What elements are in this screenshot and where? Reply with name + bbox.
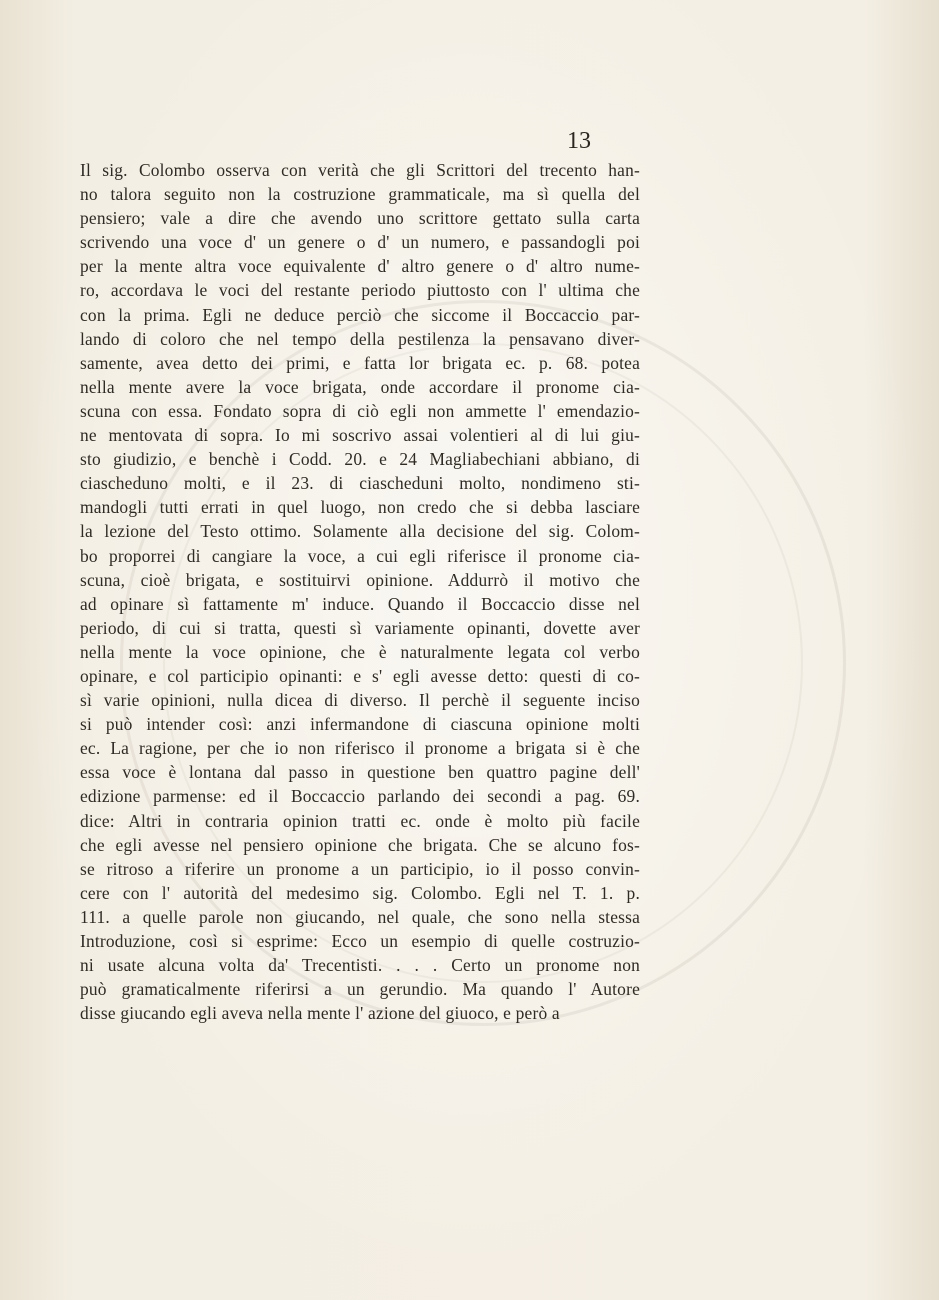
text-line: dice: Altri in contraria opinion tratti ec. onde è molto più facile (80, 810, 640, 831)
text-line: nella mente la voce opinione, che è naturalmente legata col verbo (80, 641, 640, 662)
text-line: si può intender così: anzi infermandone di ciascuna opinione molti (80, 714, 640, 735)
text-line: 111. a quelle parole non giucando, nel quale, che sono nella stessa (80, 906, 640, 927)
text-line: lando di coloro che nel tempo della pestilenza la pensavano diver- (80, 328, 640, 349)
text-line: scuna, cioè brigata, e sostituirvi opinione. Addurrò il motivo che (80, 569, 640, 590)
text-line: che egli avesse nel pensiero opinione che brigata. Che se alcuno fos- (80, 834, 640, 855)
text-line: con la prima. Egli ne deduce perciò che siccome il Boccaccio par- (80, 304, 640, 325)
text-line: ne mentovata di sopra. Io mi soscrivo assai volentieri al di lui giu- (80, 425, 640, 446)
text-line: può gramaticalmente riferirsi a un gerundio. Ma quando l' Autore (80, 979, 640, 1000)
text-line: disse giucando egli aveva nella mente l' azione del giuoco, e però a (80, 1003, 560, 1024)
text-line: Il sig. Colombo osserva con verità che gli Scrittori del trecento han- (80, 160, 640, 180)
text-line: edizione parmense: ed il Boccaccio parlando dei secondi a pag. 69. (80, 786, 640, 807)
text-line: scrivendo una voce d' un genere o d' un numero, e passandogli poi (80, 232, 640, 253)
text-line: samente, avea detto dei primi, e fatta lor brigata ec. p. 68. potea (80, 352, 640, 373)
body-text (80, 158, 640, 1025)
text-line: la lezione del Testo ottimo. Solamente alla decisione del sig. Colom- (80, 521, 640, 542)
text-line: mandogli tutti errati in quel luogo, non credo che si debba lasciare (80, 497, 640, 518)
text-line: cere con l' autorità del medesimo sig. Colombo. Egli nel T. 1. p. (80, 882, 640, 903)
page-number: 13 (567, 128, 591, 154)
text-line: bo proporrei di cangiare la voce, a cui egli riferisce il pronome cia- (80, 545, 640, 566)
text-line: nella mente avere la voce brigata, onde accordare il pronome cia- (80, 376, 640, 397)
text-line: opinare, e col participio opinanti: e s' egli avesse detto: questi di co- (80, 665, 640, 686)
text-line: se ritroso a riferire un pronome a un participio, io il posso convin- (80, 858, 640, 879)
text-line: periodo, di cui si tratta, questi sì variamente opinanti, dovette aver (80, 617, 640, 638)
text-line: ciascheduno molti, e il 23. di ciascheduni molto, nondimeno sti- (80, 473, 640, 494)
text-line: no talora seguito non la costruzione grammaticale, ma sì quella del (80, 184, 640, 205)
text-line: per la mente altra voce equivalente d' altro genere o d' altro nume- (80, 256, 640, 277)
text-line: scuna con essa. Fondato sopra di ciò egli non ammette l' emendazio- (80, 400, 640, 421)
text-line: pensiero; vale a dire che avendo uno scrittore gettato sulla carta (80, 208, 640, 229)
text-line: ec. La ragione, per che io non riferisco il pronome a brigata si è che (80, 738, 640, 759)
text-line: sto giudizio, e benchè i Codd. 20. e 24 Magliabechiani abbiano, di (80, 449, 640, 470)
text-line: sì varie opinioni, nulla dicea di diverso. Il perchè il seguente inciso (80, 690, 640, 711)
text-line: ni usate alcuna volta da' Trecentisti. . . . Certo un pronome non (80, 955, 640, 976)
text-line: essa voce è lontana dal passo in questione ben quattro pagine dell' (80, 762, 640, 783)
text-line: ad opinare sì fattamente m' induce. Quando il Boccaccio disse nel (80, 593, 640, 614)
text-line: ro, accordava le voci del restante periodo piuttosto con l' ultima che (80, 280, 640, 301)
text-line: Introduzione, così si esprime: Ecco un esempio di quelle costruzio- (80, 931, 640, 951)
